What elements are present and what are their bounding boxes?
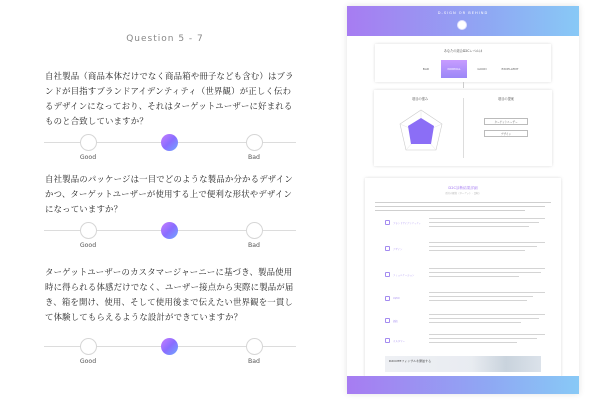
detail-card (365, 178, 561, 378)
category-icon (385, 272, 390, 277)
level-bad: BAD (422, 67, 430, 71)
question-progress: Question 5 - 7 (126, 34, 204, 44)
level-title: あなたの総合D2Cレベルは (443, 49, 483, 53)
category-icon (385, 318, 390, 323)
consult-banner[interactable] (385, 356, 541, 372)
category-label: UI/UX (393, 297, 400, 300)
text-line (429, 242, 545, 243)
level-card (375, 44, 551, 82)
suggest-button[interactable]: ターゲットユーザー (484, 118, 528, 125)
text-line (429, 222, 539, 223)
chart-title: 項目の強み (412, 97, 428, 101)
bad-label: Bad (248, 358, 260, 365)
text-line (375, 202, 551, 203)
rating-scale (44, 134, 296, 170)
good-label: Good (79, 358, 97, 365)
text-line (429, 250, 525, 251)
suggest-button[interactable]: デザイン (484, 130, 528, 137)
header-banner (347, 6, 579, 36)
bad-label: Bad (248, 154, 260, 161)
result-preview (347, 6, 579, 394)
text-line (429, 268, 545, 269)
rating-option-selected[interactable] (161, 222, 178, 239)
rating-option[interactable] (246, 134, 263, 151)
text-line (429, 292, 545, 293)
level-good: GOOD (477, 67, 487, 71)
text-line (429, 272, 541, 273)
category-label: ブランドアイデンティティ (393, 222, 421, 225)
rating-scale (44, 338, 296, 374)
good-label: Good (79, 242, 97, 249)
question-text: 自社製品のパッケージは一目でどのような製品か分かるデザインかつ、ターゲットユーザーが使用する上で便利な形状やデザインになっていますか？ (45, 174, 293, 214)
bad-label: Bad (248, 242, 260, 249)
column-divider (463, 98, 464, 158)
question-text: 自社製品（商品本体だけでなく商品箱や冊子なども含む）はブランドが目指すブランドアイデンティティ（世界観）が正しく伝わるデザインになっており、それはターゲットユーザーに好まれるものと合致していますか？ (45, 71, 294, 126)
banner-photo (471, 356, 541, 372)
text-line (429, 296, 533, 297)
text-line (429, 300, 527, 301)
text-line (429, 246, 537, 247)
rating-option[interactable] (246, 222, 263, 239)
category-icon (385, 220, 390, 225)
text-line (429, 314, 545, 315)
footer-bar (347, 376, 579, 394)
detail-title: D2C診断結果詳細 (448, 186, 478, 190)
category-icon (385, 338, 390, 343)
text-line (429, 338, 537, 339)
analysis-card (374, 90, 552, 166)
good-label: Good (79, 154, 97, 161)
category-label: コミュニケーション (393, 274, 415, 277)
question-text: ターゲットユーザーのカスタマージャーニーに基づき、製品使用時に得られる体感だけでなく、ユーザー接点から実際に製品が届き、箱を開け、使用、そして使用後まで伝えたい世界観を一貫して体験してもらえるような設計ができていますか？ (45, 267, 294, 322)
detail-subtitle: 項目の解説（ターゲット・比較） (445, 192, 481, 195)
rating-scale (44, 222, 296, 258)
radar-chart (396, 106, 446, 158)
text-line (429, 218, 545, 219)
category-label: カスタマー (393, 340, 405, 343)
category-icon (385, 246, 390, 251)
avatar (457, 20, 467, 30)
text-line (429, 226, 529, 227)
text-line (429, 342, 517, 343)
level-normal: NORMAL (441, 60, 467, 78)
rating-option[interactable] (246, 338, 263, 355)
banner-title: D-SIGN OR BEHIND (437, 11, 489, 15)
text-line (429, 322, 521, 323)
level-excellent: EXCELLENT (501, 67, 519, 71)
text-line (429, 334, 545, 335)
category-label: デザイン (393, 248, 403, 251)
text-line (375, 210, 525, 211)
rating-option-selected[interactable] (161, 338, 178, 355)
category-label: 価格 (393, 320, 398, 323)
connector-line (463, 82, 464, 88)
text-line (429, 318, 539, 319)
text-line (429, 276, 519, 277)
category-icon (385, 296, 390, 301)
rating-option[interactable] (80, 134, 97, 151)
cta-label: D2COTEフォンサルを開始する (389, 359, 432, 363)
rating-option-selected[interactable] (161, 134, 178, 151)
text-line (375, 206, 545, 207)
rating-option[interactable] (80, 222, 97, 239)
suggest-title: 項目の提案 (498, 97, 514, 101)
rating-option[interactable] (80, 338, 97, 355)
